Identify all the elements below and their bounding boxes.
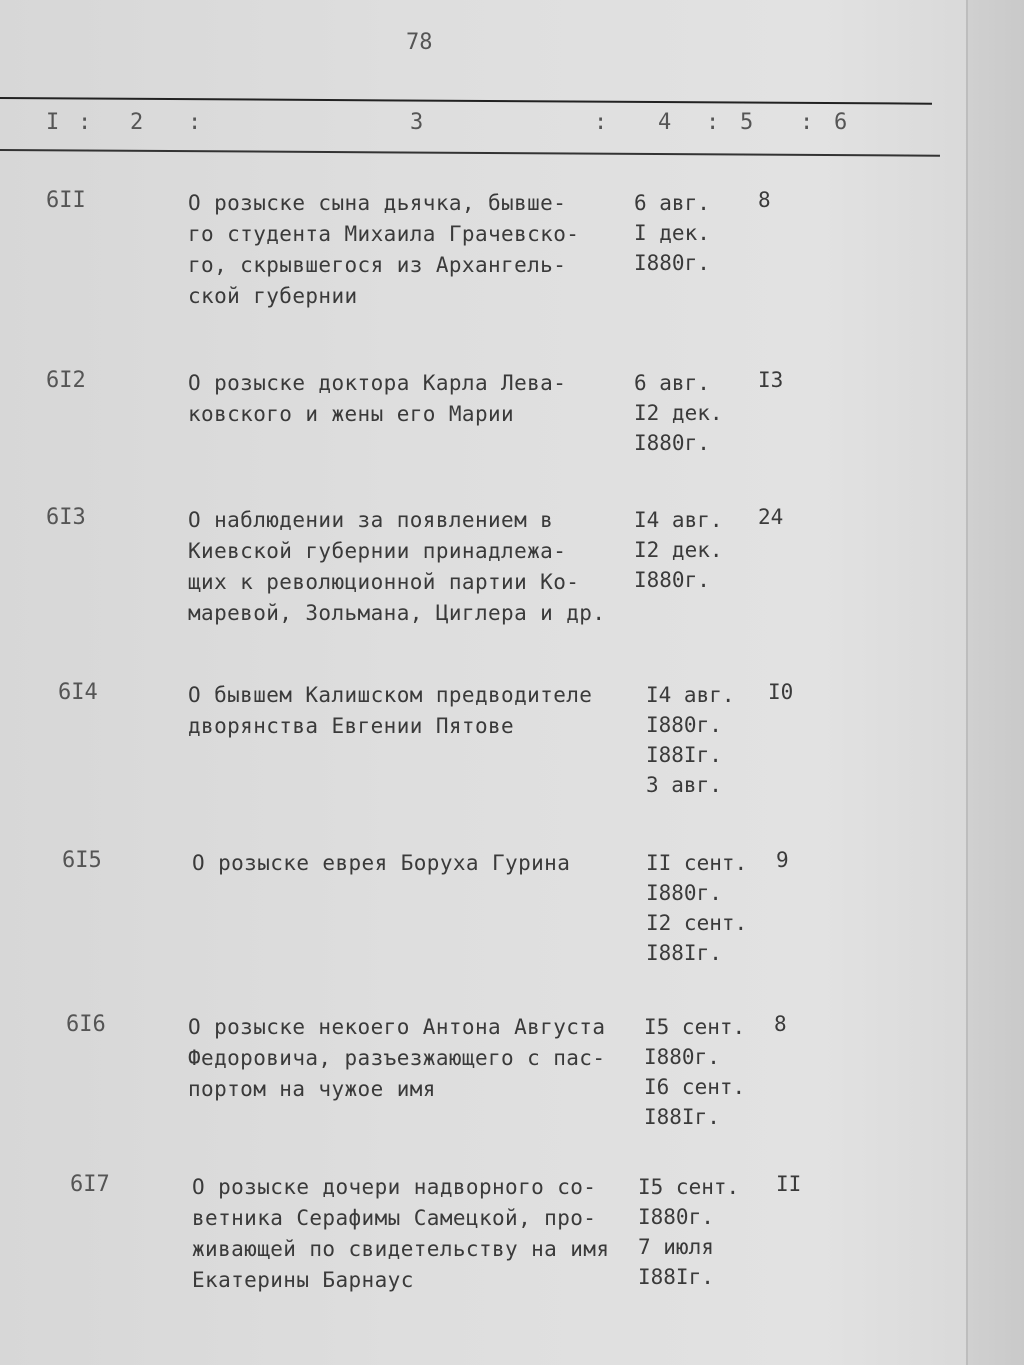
header-top-rule: [0, 97, 932, 105]
column-separator: :: [188, 110, 202, 135]
entry-number: 6I2: [46, 368, 86, 393]
date-line: I88Iг.: [638, 1265, 714, 1289]
date-line: I880г.: [646, 881, 722, 905]
title-line: ветника Серафимы Самецкой, про-: [192, 1206, 597, 1230]
entry-title: [188, 505, 638, 629]
date-line: I88Iг.: [644, 1105, 720, 1129]
entry-title: [188, 1012, 638, 1105]
entry-dates: [634, 368, 723, 458]
page-number: 78: [406, 30, 433, 55]
title-line: О розыске некоего Антона Августа: [188, 1015, 606, 1039]
date-line: I880г.: [634, 251, 710, 275]
title-line: О розыске доктора Карла Лева-: [188, 371, 567, 395]
header-bottom-rule: [0, 149, 940, 157]
date-line: I2 дек.: [634, 401, 723, 425]
column-header-1: I: [46, 110, 60, 135]
date-line: I4 авг.: [646, 683, 735, 707]
entry-sheet-count: I3: [758, 368, 784, 392]
date-line: I4 авг.: [634, 508, 723, 532]
title-line: О наблюдении за появлением в: [188, 508, 554, 532]
title-line: Екатерины Барнаус: [192, 1268, 414, 1292]
title-line: ской губернии: [188, 284, 358, 308]
entry-sheet-count: 24: [758, 505, 784, 529]
entry-sheet-count: 9: [776, 848, 789, 872]
entry-title: [188, 680, 638, 742]
entry-number: 6I5: [62, 848, 102, 873]
entry-sheet-count: II: [776, 1172, 802, 1196]
title-line: О розыске сына дьячка, бывше-: [188, 191, 567, 215]
date-line: I2 сент.: [646, 911, 748, 935]
column-header-3: 3: [410, 110, 424, 135]
title-line: Федоровича, разъезжающего с пас-: [188, 1046, 606, 1070]
title-line: О розыске дочери надворного со-: [192, 1175, 597, 1199]
date-line: I дек.: [634, 221, 710, 245]
column-header-6: 6: [834, 110, 848, 135]
date-line: 6 авг.: [634, 371, 710, 395]
column-separator: :: [706, 110, 720, 135]
title-line: го студента Михаила Грачевско-: [188, 222, 580, 246]
column-separator: :: [800, 110, 814, 135]
date-line: I880г.: [634, 431, 710, 455]
entry-number: 6I3: [46, 505, 86, 530]
date-line: I880г.: [634, 568, 710, 592]
title-line: го, скрывшегося из Архангель-: [188, 253, 567, 277]
date-line: I2 дек.: [634, 538, 723, 562]
entry-dates: [646, 680, 735, 800]
title-line: О розыске еврея Боруха Гурина: [192, 851, 571, 875]
entry-title: [192, 848, 642, 879]
date-line: I880г.: [638, 1205, 714, 1229]
column-header-2: 2: [130, 110, 144, 135]
title-line: щих к революционной партии Ко-: [188, 570, 580, 594]
entry-dates: [634, 188, 710, 278]
column-header-5: 5: [740, 110, 754, 135]
entry-title: [188, 188, 638, 312]
title-line: Киевской губернии принадлежа-: [188, 539, 567, 563]
column-separator: :: [594, 110, 608, 135]
column-header-4: 4: [658, 110, 672, 135]
entry-number: 6II: [46, 188, 86, 213]
date-line: I880г.: [644, 1045, 720, 1069]
date-line: I880г.: [646, 713, 722, 737]
entry-dates: [644, 1012, 745, 1132]
date-line: 6 авг.: [634, 191, 710, 215]
date-line: I88Iг.: [646, 941, 722, 965]
column-separator: :: [78, 110, 92, 135]
entry-title: [192, 1172, 642, 1296]
date-line: II сент.: [646, 851, 748, 875]
entry-dates: [646, 848, 747, 968]
entry-sheet-count: I0: [768, 680, 794, 704]
date-line: I5 сент.: [644, 1015, 746, 1039]
date-line: I88Iг.: [646, 743, 722, 767]
page-margin-shadow: [968, 0, 1024, 1365]
date-line: I5 сент.: [638, 1175, 740, 1199]
entry-sheet-count: 8: [758, 188, 771, 212]
entry-sheet-count: 8: [774, 1012, 787, 1036]
date-line: 7 июля: [638, 1235, 714, 1259]
title-line: маревой, Зольмана, Циглера и др.: [188, 601, 606, 625]
title-line: О бывшем Калишском предводителе: [188, 683, 593, 707]
entry-number: 6I7: [70, 1172, 110, 1197]
title-line: живающей по свидетельству на имя: [192, 1237, 610, 1261]
entry-number: 6I6: [66, 1012, 106, 1037]
title-line: ковского и жены его Марии: [188, 402, 515, 426]
entry-dates: [634, 505, 723, 595]
date-line: 3 авг.: [646, 773, 722, 797]
entry-dates: [638, 1172, 739, 1292]
entry-title: [188, 368, 638, 430]
title-line: дворянства Евгении Пятове: [188, 714, 515, 738]
entry-number: 6I4: [58, 680, 98, 705]
date-line: I6 сент.: [644, 1075, 746, 1099]
title-line: портом на чужое имя: [188, 1077, 436, 1101]
